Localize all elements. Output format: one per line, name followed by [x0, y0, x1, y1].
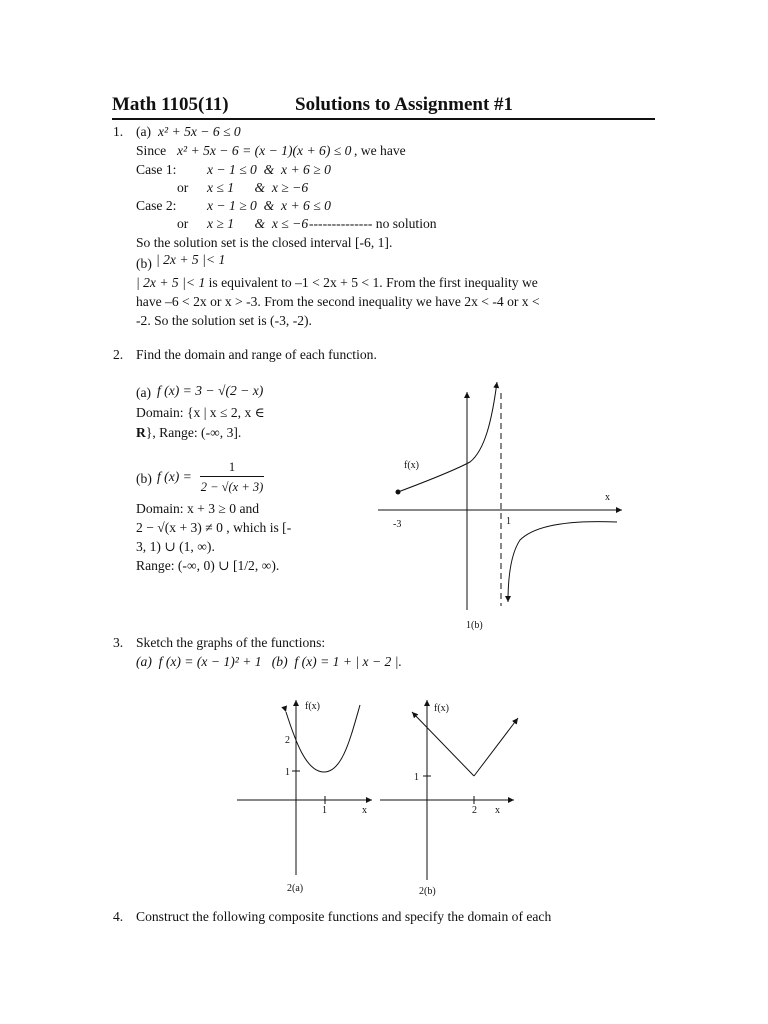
q2b-domain-line1: Domain: x + 3 ≥ 0 and — [136, 501, 260, 516]
right-ray — [474, 718, 518, 776]
q1-since-suffix: , we have — [354, 143, 406, 158]
q1a-expression: x² + 5x − 6 ≤ 0 — [158, 124, 241, 139]
q2a-domain-line1: Domain: {x | x ≤ 2, x ∈ — [136, 405, 265, 420]
graph2b-x-label: x — [495, 805, 500, 816]
graph1b-tick-1: 1 — [506, 516, 511, 527]
q2b-range: Range: (-∞, 0) ∪ [1/2, ∞). — [136, 558, 280, 573]
graph2a-x-label: x — [362, 805, 367, 816]
case2-line2: x ≥ 1 & x ≤ −6 — [207, 216, 309, 231]
left-ray — [412, 712, 474, 776]
graph1b-caption: 1(b) — [466, 620, 483, 631]
page-title: Solutions to Assignment #1 — [295, 94, 514, 115]
graph2a-x-tick-1: 1 — [322, 805, 327, 816]
q2-number: 2. — [113, 347, 124, 362]
q1b-line3: -2. So the solution set is (-3, -2). — [136, 313, 312, 328]
graph2a-y-tick-1: 1 — [285, 767, 290, 778]
reals-symbol: R — [136, 425, 146, 440]
q1b-line1-text: is equivalent to –1 < 2x + 5 < 1. From the first inequality we — [205, 275, 538, 290]
graph2b-caption: 2(b) — [419, 886, 436, 897]
q2b-numerator: 1 — [228, 460, 236, 474]
q2a-range-text: }, Range: (-∞, 3]. — [145, 425, 242, 440]
q3-prompt: Sketch the graphs of the functions: — [136, 635, 326, 650]
graph2a-fx-label: f(x) — [305, 701, 320, 712]
graph2a-y-tick-2: 2 — [285, 735, 290, 746]
q2b-domain-line3: 3, 1) ∪ (1, ∞). — [136, 539, 215, 554]
case2-or: or — [177, 216, 189, 231]
q1a-label: (a) — [136, 124, 152, 139]
case1-label: Case 1: — [136, 162, 177, 177]
course-title: Math 1105(11) — [112, 94, 229, 115]
q1b-line2: have –6 < 2x or x > -3. From the second inequality we have 2x < -4 or x < — [136, 294, 540, 309]
q3-parts: (a) f (x) = (x − 1)² + 1 (b) f (x) = 1 + | x − 2 |. — [136, 654, 402, 669]
q2b-label: (b) — [136, 471, 152, 486]
graph2b-fx-label: f(x) — [434, 703, 449, 714]
q2-prompt: Find the domain and range of each function. — [136, 347, 377, 362]
q1-since-prefix: Since — [136, 143, 167, 158]
case1-line2: x ≤ 1 & x ≥ −6 — [207, 180, 309, 195]
graph2a-caption: 2(a) — [287, 883, 304, 894]
q1a-solution: So the solution set is the closed interval [-6, 1]. — [136, 235, 393, 250]
case2-label: Case 2: — [136, 198, 177, 213]
q2a-label: (a) — [136, 385, 152, 400]
q3-number: 3. — [113, 635, 124, 650]
case1-or: or — [177, 180, 189, 195]
graph1b-x-label: x — [605, 492, 610, 503]
q1b-expression: | 2x + 5 |< 1 — [156, 252, 226, 267]
case1-line1: x − 1 ≤ 0 & x + 6 ≥ 0 — [207, 162, 331, 177]
q2b-lhs: f (x) = — [157, 469, 192, 484]
q2a-expression: f (x) = 3 − √(2 − x) — [157, 383, 264, 398]
q1b-label: (b) — [136, 256, 152, 271]
q4-number: 4. — [113, 909, 124, 924]
q1-number: 1. — [113, 124, 124, 139]
graph2b-y-tick-1: 1 — [414, 772, 419, 783]
q2b-denominator: 2 − √(x + 3) — [200, 480, 264, 494]
q1b-line1-expression: | 2x + 5 |< 1 — [136, 275, 206, 290]
q1-since-expression: x² + 5x − 6 = (x − 1)(x + 6) ≤ 0 — [177, 143, 352, 158]
graph2b-x-tick-2: 2 — [472, 805, 477, 816]
case2-line1: x − 1 ≥ 0 & x + 6 ≤ 0 — [207, 198, 331, 213]
graph1b-fx-label: f(x) — [404, 460, 419, 471]
q4-prompt: Construct the following composite functions and specify the domain of each — [136, 909, 552, 924]
q2b-domain-line2: 2 − √(x + 3) ≠ 0 , which is [- — [136, 520, 292, 535]
case2-no-solution: -------------- no solution — [309, 216, 437, 231]
graph1b-tick-neg3: -3 — [393, 519, 402, 530]
